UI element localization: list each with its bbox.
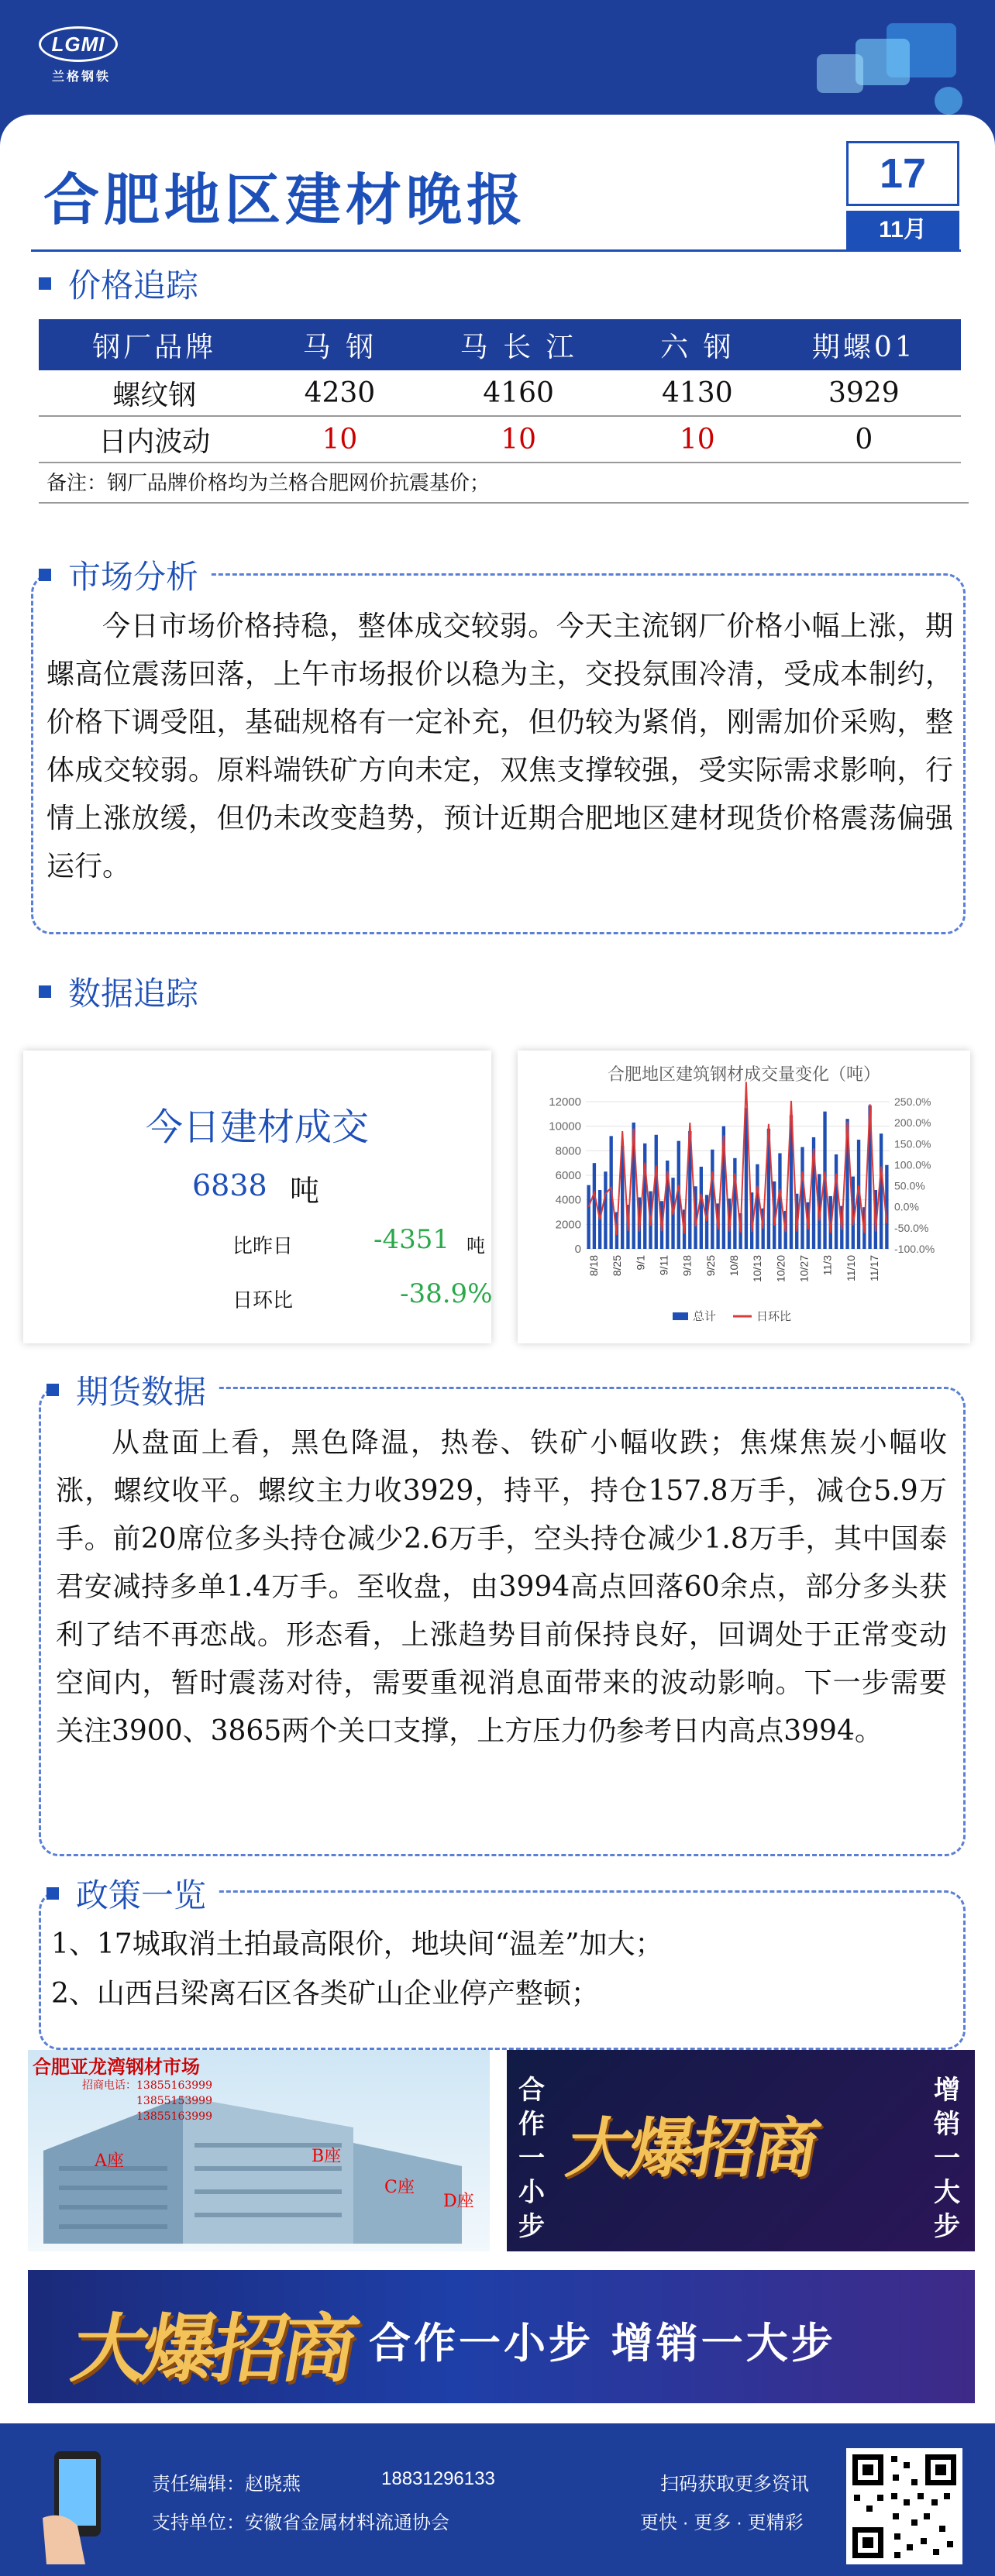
date-box bbox=[846, 141, 959, 249]
x-tick-label: 11/17 bbox=[867, 1255, 880, 1281]
bullet-icon bbox=[46, 1887, 59, 1900]
x-tick-label: 10/20 bbox=[774, 1255, 787, 1283]
price-cell: 4230 bbox=[270, 370, 410, 416]
bullet-icon bbox=[39, 985, 51, 998]
y-tick-label: 4000 bbox=[555, 1193, 581, 1207]
legend-label: 日环比 bbox=[756, 1310, 792, 1323]
x-tick-label: 11/10 bbox=[844, 1255, 857, 1281]
ad-left-slogan: 合作一小步 bbox=[518, 2075, 545, 2242]
x-tick-label: 10/13 bbox=[751, 1255, 764, 1283]
header-decoration-icon bbox=[770, 8, 972, 124]
ad-phone-list: 招商电话：13855163999 13855153999 13855163999 bbox=[82, 2079, 212, 2123]
building-label: A座 bbox=[95, 2151, 124, 2171]
market-section-heading: 市场分析 bbox=[39, 552, 211, 598]
volume-chart bbox=[518, 1051, 970, 1343]
y2-tick-label: -100.0% bbox=[894, 1243, 935, 1255]
banner-main-title: 大爆招商 bbox=[65, 2305, 360, 2392]
logo-subtitle: 兰格钢铁 bbox=[51, 69, 111, 84]
futures-section-heading: 期货数据 bbox=[46, 1367, 219, 1413]
yoy-label: 比昨日 bbox=[232, 1235, 294, 1258]
price-note: 备注：钢厂品牌价格均为兰格合肥网价抗震基价； bbox=[39, 465, 969, 504]
change-cell: 10 bbox=[628, 416, 767, 463]
building-label: D座 bbox=[443, 2192, 474, 2211]
trade-title: 今日建材成交 bbox=[145, 1106, 369, 1149]
x-tick-label: 8/25 bbox=[611, 1255, 624, 1277]
building-label: C座 bbox=[384, 2178, 415, 2197]
x-tick-label: 10/8 bbox=[728, 1255, 740, 1277]
y2-tick-label: 0.0% bbox=[894, 1200, 919, 1213]
trade-volume-unit: 吨 bbox=[290, 1174, 320, 1208]
price-cell: 4160 bbox=[409, 370, 628, 416]
y-tick-label: 0 bbox=[574, 1243, 581, 1256]
yoy-unit: 吨 bbox=[467, 1235, 485, 1257]
chart-bar bbox=[800, 1147, 804, 1249]
yoy-value: -4351 bbox=[374, 1224, 450, 1255]
chart-bar bbox=[587, 1185, 590, 1249]
legend-swatch-bar bbox=[673, 1312, 688, 1320]
chart-bar bbox=[643, 1144, 646, 1249]
mom-value: -38.9% bbox=[400, 1278, 493, 1309]
footer-support: 支持单位：安徽省金属材料流通协会 bbox=[152, 2512, 449, 2533]
y2-tick-label: 250.0% bbox=[894, 1095, 931, 1108]
chart-bar bbox=[835, 1154, 838, 1249]
phone-hand-icon bbox=[39, 2448, 124, 2564]
y-tick-label: 12000 bbox=[549, 1095, 581, 1109]
table-row bbox=[39, 416, 961, 463]
promo-ad-banner[interactable] bbox=[507, 2050, 975, 2251]
footer-editor: 责任编辑：赵晓燕 bbox=[152, 2474, 301, 2495]
logo-mark: LGMI bbox=[39, 26, 118, 62]
x-tick-label: 9/11 bbox=[657, 1255, 670, 1276]
y2-tick-label: 150.0% bbox=[894, 1137, 931, 1150]
ad-market-title: 合肥亚龙湾钢材市场 bbox=[33, 2055, 200, 2078]
building-label: B座 bbox=[312, 2147, 342, 2166]
title-divider bbox=[31, 249, 961, 252]
chart-bar bbox=[711, 1150, 714, 1249]
chart-bar bbox=[700, 1167, 703, 1249]
market-analysis-text: 今日市场价格持稳，整体成交较弱。今天主流钢厂价格小幅上涨，期螺高位震荡回落，上午市场报价以稳为主，交投氛围冷清，受成本制约，价格下调受阻，基础规格有一定补充，但仍较为紧俏，刚需加价采购，整体成交较弱。原料端铁矿方向未定，双焦支撑较强，受实际需求影响，行情上涨放缓，但仍未改变趋势，预计近期合肥地区建材现货价格震荡偏强运行。 bbox=[46, 610, 953, 882]
price-cell: 4130 bbox=[628, 370, 767, 416]
date-month: 11月 bbox=[846, 211, 959, 249]
chart-bar bbox=[733, 1158, 736, 1249]
bullet-icon bbox=[39, 277, 51, 290]
col-header: 期螺01 bbox=[767, 319, 961, 370]
y-tick-label: 6000 bbox=[555, 1169, 581, 1182]
price-table bbox=[39, 319, 961, 463]
y2-tick-label: -50.0% bbox=[894, 1221, 929, 1234]
chart-bar bbox=[880, 1133, 883, 1249]
footer-phone: 18831296133 bbox=[381, 2468, 495, 2489]
policy-item: 2、山西吕梁离石区各类矿山企业停产整顿； bbox=[51, 1978, 599, 2010]
bullet-icon bbox=[39, 569, 51, 581]
x-tick-label: 8/18 bbox=[587, 1255, 601, 1277]
footer-tagline: 更快 · 更多 · 更精彩 bbox=[640, 2512, 804, 2533]
qr-code[interactable] bbox=[846, 2448, 962, 2564]
y2-tick-label: 100.0% bbox=[894, 1158, 931, 1171]
futures-text: 从盘面上看，黑色降温，热卷、铁矿小幅收跌；焦煤焦炭小幅收涨，螺纹收平。螺纹主力收3929，持平，持仓157.8万手，减仓5.9万手。前20席位多头持仓减少2.6万手，空头持仓减少1.8万手，其中国泰君安减持多单1.4万手。至收盘，由3994高点回落60余点，部分多头获利了结不再恋战。形态看，上涨趋势目前保持良好，回调处于正常变动空间内，暂时震荡对待，需要重视消息面带来的波动影响。下一步需要关注3900、3865两个关口支撑，上方压力仍参考日内高点3994。 bbox=[56, 1427, 947, 1747]
price-table-header bbox=[39, 319, 961, 370]
y2-tick-label: 200.0% bbox=[894, 1116, 931, 1130]
x-tick-label: 9/18 bbox=[680, 1255, 694, 1277]
market-ad-banner[interactable] bbox=[28, 2050, 490, 2251]
col-header: 六 钢 bbox=[628, 319, 767, 370]
change-cell: 10 bbox=[270, 416, 410, 463]
price-cell: 3929 bbox=[767, 370, 961, 416]
bullet-icon bbox=[46, 1384, 59, 1396]
trade-summary-card bbox=[23, 1051, 491, 1343]
policy-item: 1、17城取消土拍最高限价，地块间“温差”加大； bbox=[51, 1928, 663, 1960]
row-label: 日内波动 bbox=[39, 416, 270, 463]
banner-slogan: 合作一小步 增销一大步 bbox=[369, 2318, 836, 2368]
chart-title: 合肥地区建筑钢材成交量变化（吨） bbox=[607, 1064, 880, 1084]
chart-bar bbox=[655, 1135, 658, 1249]
y-tick-label: 8000 bbox=[555, 1144, 581, 1158]
col-header: 马 钢 bbox=[270, 319, 410, 370]
x-tick-label: 10/27 bbox=[797, 1255, 811, 1283]
col-header: 马 长 江 bbox=[409, 319, 628, 370]
y-tick-label: 10000 bbox=[549, 1119, 581, 1133]
footer-scan: 扫码获取更多资讯 bbox=[660, 2474, 809, 2495]
wide-ad-banner[interactable] bbox=[28, 2270, 975, 2403]
data-section-heading: 数据追踪 bbox=[39, 968, 198, 1015]
x-tick-label: 9/1 bbox=[634, 1255, 647, 1271]
chart-bar bbox=[604, 1171, 607, 1249]
legend-label: 总计 bbox=[693, 1310, 717, 1323]
ad-right-slogan: 增销一大步 bbox=[934, 2075, 960, 2242]
policy-section-heading: 政策一览 bbox=[46, 1870, 219, 1917]
mom-label: 日环比 bbox=[232, 1289, 294, 1312]
policy-list bbox=[51, 1920, 663, 2019]
page-title: 合肥地区建材晚报 bbox=[43, 167, 528, 232]
x-tick-label: 11/3 bbox=[821, 1255, 834, 1276]
chart-bar bbox=[705, 1195, 708, 1249]
ad-main-title: 大爆招商 bbox=[561, 2110, 823, 2186]
price-section-heading: 价格追踪 bbox=[39, 260, 198, 307]
x-tick-label: 9/25 bbox=[704, 1255, 717, 1277]
change-cell: 0 bbox=[767, 416, 961, 463]
y2-tick-label: 50.0% bbox=[894, 1179, 925, 1192]
col-header: 钢厂品牌 bbox=[39, 319, 270, 370]
date-day: 17 bbox=[846, 141, 959, 206]
row-label: 螺纹钢 bbox=[39, 370, 270, 416]
qr-code-icon bbox=[846, 2448, 962, 2564]
chart-bar bbox=[756, 1164, 759, 1249]
y-tick-label: 2000 bbox=[555, 1218, 581, 1232]
brand-logo bbox=[39, 26, 124, 96]
chart-bar bbox=[593, 1163, 596, 1249]
table-row bbox=[39, 370, 961, 416]
volume-chart-card bbox=[518, 1051, 970, 1343]
change-cell: 10 bbox=[409, 416, 628, 463]
trade-volume: 6838 bbox=[192, 1168, 267, 1202]
